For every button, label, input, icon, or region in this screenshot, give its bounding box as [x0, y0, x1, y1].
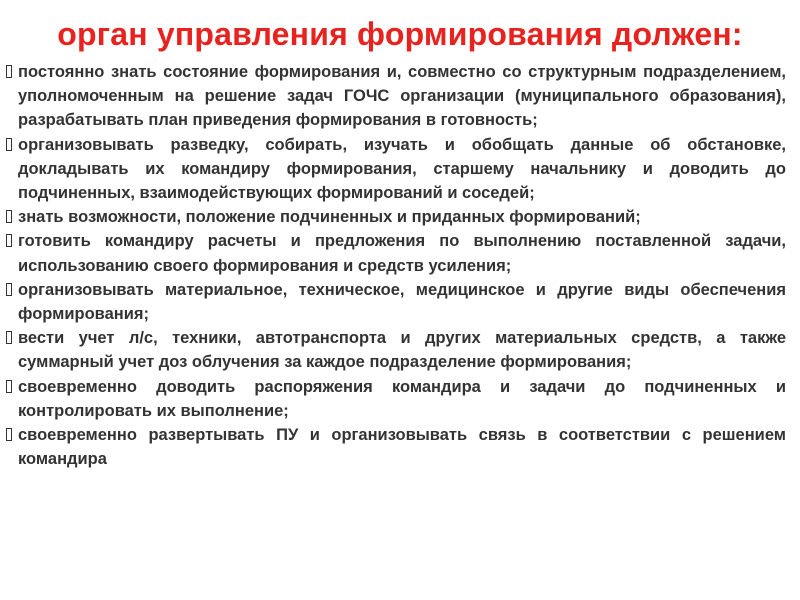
list-item [6, 133, 786, 206]
list-item [6, 375, 786, 423]
hollow-square-bullet-icon [6, 380, 12, 393]
list-item [6, 278, 786, 326]
duties-list [6, 60, 786, 471]
list-item [6, 205, 786, 229]
hollow-square-bullet-icon [6, 65, 12, 78]
list-item-text: своевременно развертывать ПУ и организовывать связь в соответствии с решением командира [18, 426, 786, 469]
list-item-text: постоянно знать состояние формирования и, совместно со структурным подразделением, уполномоченным на решение задач ГОЧС организации (муниципального образования), разрабатывать план приведения формирования в готовность; [18, 63, 786, 130]
list-item-text: готовить командиру расчеты и предложения по выполнению поставленной задачи, использованию своего формирования и средств усиления; [18, 232, 786, 275]
list-item [6, 423, 786, 471]
slide-title: орган управления формирования должен: [57, 16, 743, 52]
list-item [6, 60, 786, 133]
list-item [6, 326, 786, 374]
hollow-square-bullet-icon [6, 331, 12, 344]
hollow-square-bullet-icon [6, 234, 12, 247]
hollow-square-bullet-icon [6, 210, 12, 223]
list-item-text: организовывать разведку, собирать, изучать и обобщать данные об обстановке, докладывать их командиру формирования, старшему начальнику и доводить до подчиненных, взаимодействующих формирований и соседей; [18, 135, 786, 203]
hollow-square-bullet-icon [6, 138, 12, 151]
list-item-text: организовывать материальное, техническое, медицинское и другие виды обеспечения формирования; [18, 280, 786, 324]
list-item-text: своевременно доводить распоряжения командира и задачи до подчиненных и контролировать их выполнение; [18, 377, 786, 420]
list-item [6, 229, 786, 277]
hollow-square-bullet-icon [6, 428, 12, 441]
list-item-text: знать возможности, положение подчиненных и приданных формирований; [18, 208, 641, 227]
hollow-square-bullet-icon [6, 283, 12, 296]
list-item-text: вести учет л/с, техники, автотранспорта и других материальных средств, а также суммарный учет доз облучения за каждое подразделение формирования; [18, 329, 786, 372]
